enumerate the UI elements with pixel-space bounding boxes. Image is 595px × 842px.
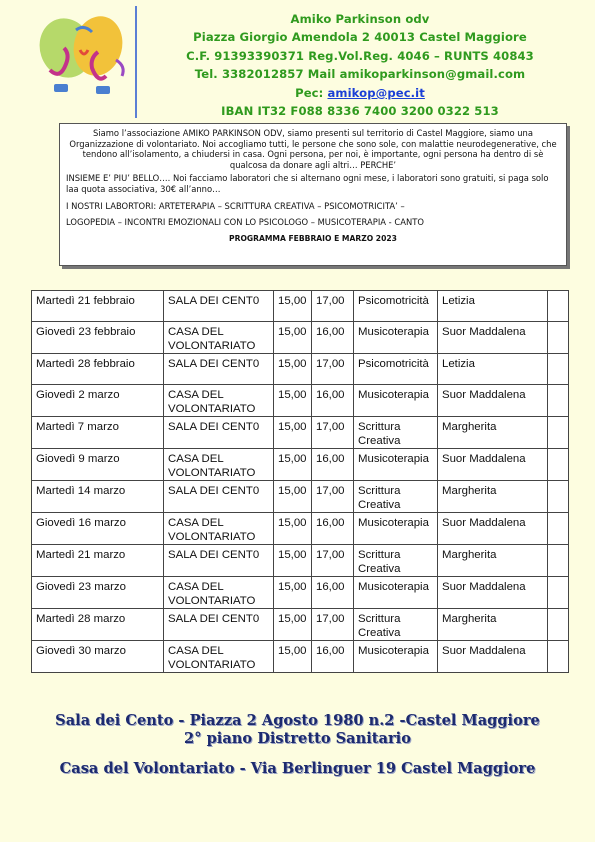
labs-line-2: LOGOPEDIA – INCONTRI EMOZIONALI CON LO PSICOLOGO – MUSICOTERAPIA - CANTO [66,217,424,228]
cell-leader: Margherita [438,545,548,577]
footer-sala-address: Sala dei Cento - Piazza 2 Agosto 1980 n.2 -Castel Maggiore [55,712,540,729]
cell-place: CASA DEL VOLONTARIATO [164,322,274,354]
cell-activity: Scrittura Creativa [354,481,438,513]
cell-day: Martedì 28 marzo [32,609,164,641]
cell-place: SALA DEI CENT0 [164,481,274,513]
cell-end: 17,00 [312,545,354,577]
cell-day: Giovedì 9 marzo [32,449,164,481]
table-row [32,513,569,545]
cell-day: Giovedì 23 marzo [32,577,164,609]
cell-place: CASA DEL VOLONTARIATO [164,577,274,609]
cell-start: 15,00 [274,385,312,417]
cell-day: Martedì 21 febbraio [32,291,164,322]
cell-activity: Musicoterapia [354,449,438,481]
pec-email-link[interactable]: amikop@pec.it [327,85,425,100]
cell-place: SALA DEI CENT0 [164,545,274,577]
cell-end: 17,00 [312,609,354,641]
labs-line-1: I NOSTRI LABORTORI: ARTETERAPIA – SCRITTURA CREATIVA – PSICOMOTRICITA’ – [66,200,405,211]
cell-place: SALA DEI CENT0 [164,609,274,641]
cell-activity: Musicoterapia [354,577,438,609]
cell-start: 15,00 [274,609,312,641]
cell-activity: Musicoterapia [354,641,438,673]
cell-empty [548,577,569,609]
cell-leader: Margherita [438,417,548,449]
schedule-table [31,290,569,673]
table-row [32,609,569,641]
cell-empty [548,322,569,354]
cell-empty [548,291,569,322]
cell-day: Martedì 21 marzo [32,545,164,577]
cell-empty [548,609,569,641]
footer-casa-address: Casa del Volontariato - Via Berlinguer 19 Castel Maggiore [59,760,536,777]
org-address: Piazza Giorgio Amendola 2 40013 Castel Maggiore [193,30,527,45]
association-logo [36,10,132,102]
cell-empty [548,545,569,577]
table-row [32,577,569,609]
cell-empty [548,417,569,449]
cell-empty [548,641,569,673]
cell-activity: Musicoterapia [354,513,438,545]
table-row [32,354,569,385]
cell-place: CASA DEL VOLONTARIATO [164,385,274,417]
program-title: PROGRAMMA FEBBRAIO E MARZO 2023 [229,233,397,243]
org-registry: C.F. 91393390371 Reg.Vol.Reg. 4046 – RUNTS 40843 [186,48,534,63]
table-row [32,641,569,673]
table-row [32,417,569,449]
cell-place: CASA DEL VOLONTARIATO [164,641,274,673]
cell-leader: Suor Maddalena [438,322,548,354]
cell-place: SALA DEI CENT0 [164,417,274,449]
cell-start: 15,00 [274,513,312,545]
cell-activity: Psicomotricità [354,291,438,322]
table-row [32,385,569,417]
table-row [32,449,569,481]
cell-activity: Scrittura Creativa [354,609,438,641]
cell-end: 16,00 [312,641,354,673]
cell-start: 15,00 [274,481,312,513]
cell-day: Giovedì 16 marzo [32,513,164,545]
cell-start: 15,00 [274,641,312,673]
cell-end: 17,00 [312,417,354,449]
cell-leader: Margherita [438,481,548,513]
cell-leader: Letizia [438,354,548,385]
cell-place: CASA DEL VOLONTARIATO [164,513,274,545]
cell-day: Martedì 14 marzo [32,481,164,513]
cell-end: 17,00 [312,354,354,385]
intro-paragraph-2: INSIEME E’ PIU’ BELLO…. Noi facciamo laboratori che si alternano ogni mese, i laboratori sono gratuiti, si paga solo laa quota associativa, 30€ all’anno… [66,173,549,194]
cell-activity: Psicomotricità [354,354,438,385]
org-pec [140,84,580,102]
cell-leader: Suor Maddalena [438,449,548,481]
footer-sala-floor: 2° piano Distretto Sanitario [184,730,411,747]
cell-place: CASA DEL VOLONTARIATO [164,449,274,481]
cell-end: 17,00 [312,291,354,322]
cell-activity: Scrittura Creativa [354,417,438,449]
cell-leader: Letizia [438,291,548,322]
org-iban: IBAN IT32 F088 8336 7400 3200 0322 513 [221,104,499,119]
cell-activity: Scrittura Creativa [354,545,438,577]
cell-activity: Musicoterapia [354,322,438,354]
cell-start: 15,00 [274,291,312,322]
cell-start: 15,00 [274,545,312,577]
cell-empty [548,449,569,481]
header-divider [135,6,137,118]
cell-empty [548,354,569,385]
table-row [32,291,569,322]
cell-end: 16,00 [312,449,354,481]
cell-start: 15,00 [274,417,312,449]
cell-start: 15,00 [274,577,312,609]
cell-start: 15,00 [274,449,312,481]
cell-leader: Suor Maddalena [438,513,548,545]
cell-place: SALA DEI CENT0 [164,354,274,385]
org-contact: Tel. 3382012857 Mail amikoparkinson@gmail.com [194,67,526,82]
cell-end: 16,00 [312,513,354,545]
cell-leader: Suor Maddalena [438,577,548,609]
cell-end: 16,00 [312,577,354,609]
cell-empty [548,385,569,417]
cell-day: Martedì 28 febbraio [32,354,164,385]
cell-day: Giovedì 30 marzo [32,641,164,673]
table-row [32,322,569,354]
cell-day: Martedì 7 marzo [32,417,164,449]
cell-end: 16,00 [312,322,354,354]
cell-day: Giovedì 2 marzo [32,385,164,417]
cell-end: 17,00 [312,481,354,513]
cell-activity: Musicoterapia [354,385,438,417]
table-row [32,481,569,513]
cell-empty [548,513,569,545]
intro-box [59,123,567,266]
cell-leader: Margherita [438,609,548,641]
cell-start: 15,00 [274,354,312,385]
letterhead [140,10,580,120]
table-row [32,545,569,577]
cell-day: Giovedì 23 febbraio [32,322,164,354]
org-name: Amiko Parkinson odv [290,12,430,26]
cell-end: 16,00 [312,385,354,417]
cell-empty [548,481,569,513]
cell-leader: Suor Maddalena [438,385,548,417]
pec-label: Pec: [295,85,328,100]
cell-start: 15,00 [274,322,312,354]
cell-leader: Suor Maddalena [438,641,548,673]
intro-paragraph-1: Siamo l’associazione AMIKO PARKINSON ODV, siamo presenti sul territorio di Castel Maggiore, siamo una Organizzazione di volontariato. Noi accogliamo tutti, le persone che sono sole, con malattie neurodegenerative, che tendono all’isolamento, a chiudersi in casa. Ogni persona, per noi, è importante, ogni persona ha dentro di sè qualcosa da donare agli altri… PERCHE’ [69,128,557,170]
cell-place: SALA DEI CENT0 [164,291,274,322]
